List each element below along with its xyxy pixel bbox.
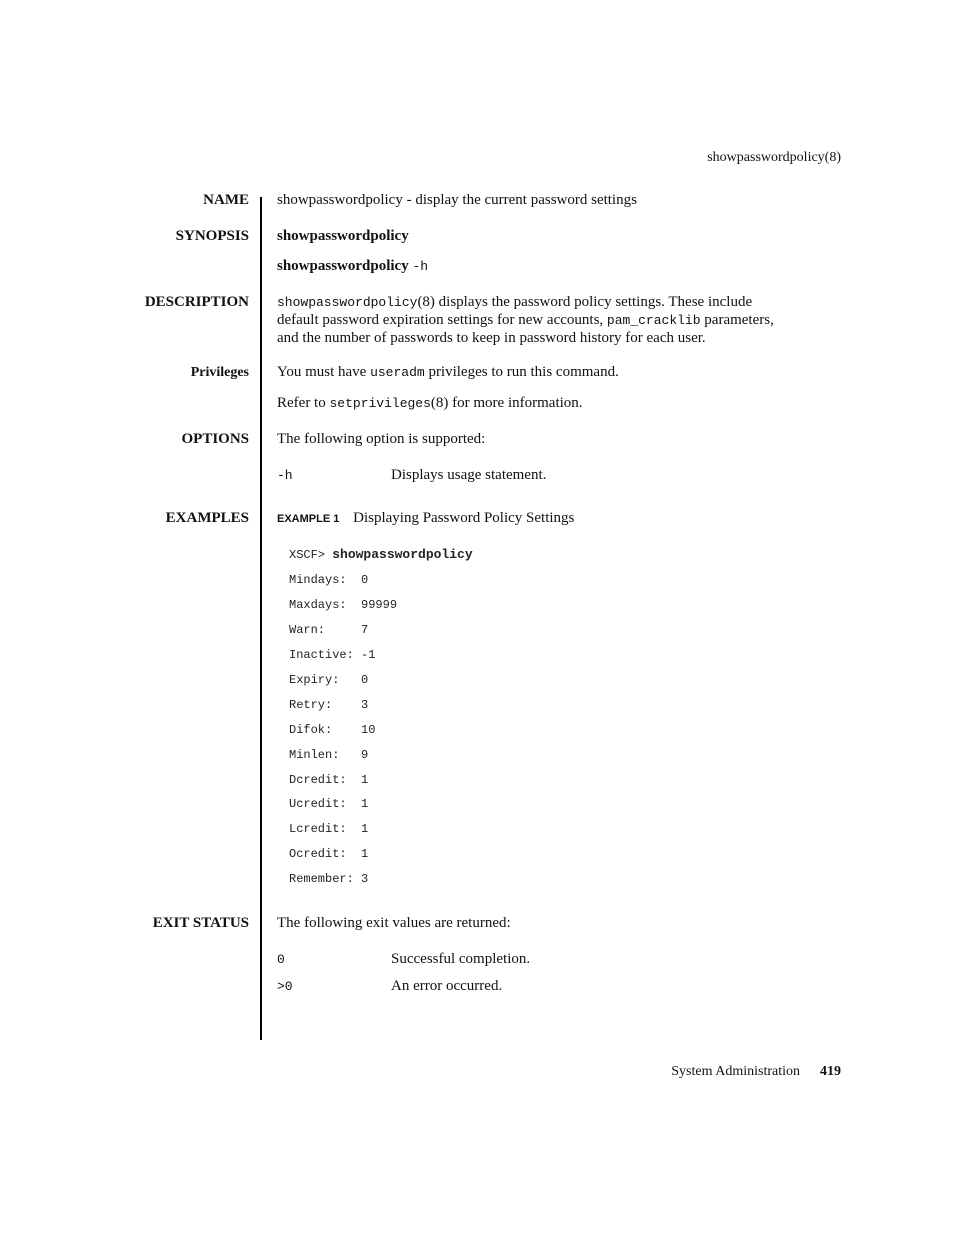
example-heading	[277, 510, 574, 527]
privileges-line-2-pre: Refer to	[277, 395, 326, 411]
exit-status-intro: The following exit values are returned:	[277, 915, 511, 931]
code-output-line: Remember: 3	[289, 872, 369, 886]
section-label-exit-status: EXIT STATUS	[152, 915, 249, 931]
privileges-code-setprivileges: setprivileges	[329, 396, 431, 411]
exit-value: 0	[277, 952, 285, 967]
synopsis-line-1: showpasswordpolicy	[277, 228, 409, 244]
code-output-line: Retry: 3	[289, 698, 369, 712]
code-output-line: Warn: 7	[289, 623, 369, 637]
description-command: showpasswordpolicy	[277, 295, 418, 310]
exit-value: >0	[277, 979, 293, 994]
privileges-code-useradm: useradm	[370, 365, 425, 380]
description-line-2-post: parameters,	[704, 312, 774, 328]
privileges-line-2-post: (8) for more information.	[430, 395, 583, 411]
section-divider-rule	[260, 197, 262, 1040]
code-output-line: Dcredit: 1	[289, 773, 369, 787]
section-label-examples: EXAMPLES	[165, 510, 249, 526]
synopsis-option: -h	[412, 259, 429, 274]
option-flag: -h	[277, 468, 293, 483]
section-label-name: NAME	[203, 192, 249, 208]
section-label-synopsis: SYNOPSIS	[175, 228, 249, 244]
footer-section-name: System Administration	[671, 1064, 800, 1079]
running-header: showpasswordpolicy(8)	[707, 150, 841, 165]
description-code-pam: pam_cracklib	[606, 313, 701, 328]
code-command: showpasswordpolicy	[332, 547, 473, 562]
description-line-1-rest: (8) displays the password policy settings. These include	[417, 294, 753, 310]
section-label-options: OPTIONS	[181, 431, 249, 447]
description-line-1	[277, 294, 752, 311]
description-line-3: and the number of passwords to keep in password history for each user.	[277, 330, 706, 346]
exit-value-description: Successful completion.	[391, 951, 531, 967]
code-output-line: Lcredit: 1	[289, 822, 369, 836]
code-prompt: XSCF>	[289, 548, 326, 562]
page-number: 419	[820, 1064, 841, 1079]
synopsis-line-2	[277, 258, 428, 275]
privileges-line-1-post: privileges to run this command.	[428, 364, 619, 380]
option-description: Displays usage statement.	[391, 467, 547, 483]
section-label-privileges: Privileges	[190, 365, 249, 380]
code-output-line: Ucredit: 1	[289, 797, 369, 811]
code-output-line: Mindays: 0	[289, 573, 369, 587]
privileges-line-1	[277, 364, 619, 381]
code-output-line: Inactive: -1	[289, 648, 376, 662]
options-intro: The following option is supported:	[277, 431, 486, 447]
section-label-description: DESCRIPTION	[144, 294, 249, 310]
example-title: Displaying Password Policy Settings	[353, 510, 575, 526]
description-line-2	[277, 312, 774, 329]
code-output-line: Minlen: 9	[289, 748, 369, 762]
example-tag: EXAMPLE 1	[277, 513, 340, 525]
description-line-2-pre: default password expiration settings for new accounts,	[277, 312, 604, 328]
name-text: showpasswordpolicy - display the current password settings	[277, 192, 637, 208]
privileges-line-1-pre: You must have	[277, 364, 367, 380]
privileges-line-2	[277, 395, 583, 412]
code-output-line: Maxdays: 99999	[289, 598, 398, 612]
code-output-line: Difok: 10	[289, 723, 376, 737]
synopsis-command: showpasswordpolicy	[277, 258, 409, 274]
exit-value-description: An error occurred.	[391, 978, 503, 994]
code-output-line: Ocredit: 1	[289, 847, 369, 861]
code-prompt-line	[289, 547, 473, 562]
code-output-line: Expiry: 0	[289, 673, 369, 687]
